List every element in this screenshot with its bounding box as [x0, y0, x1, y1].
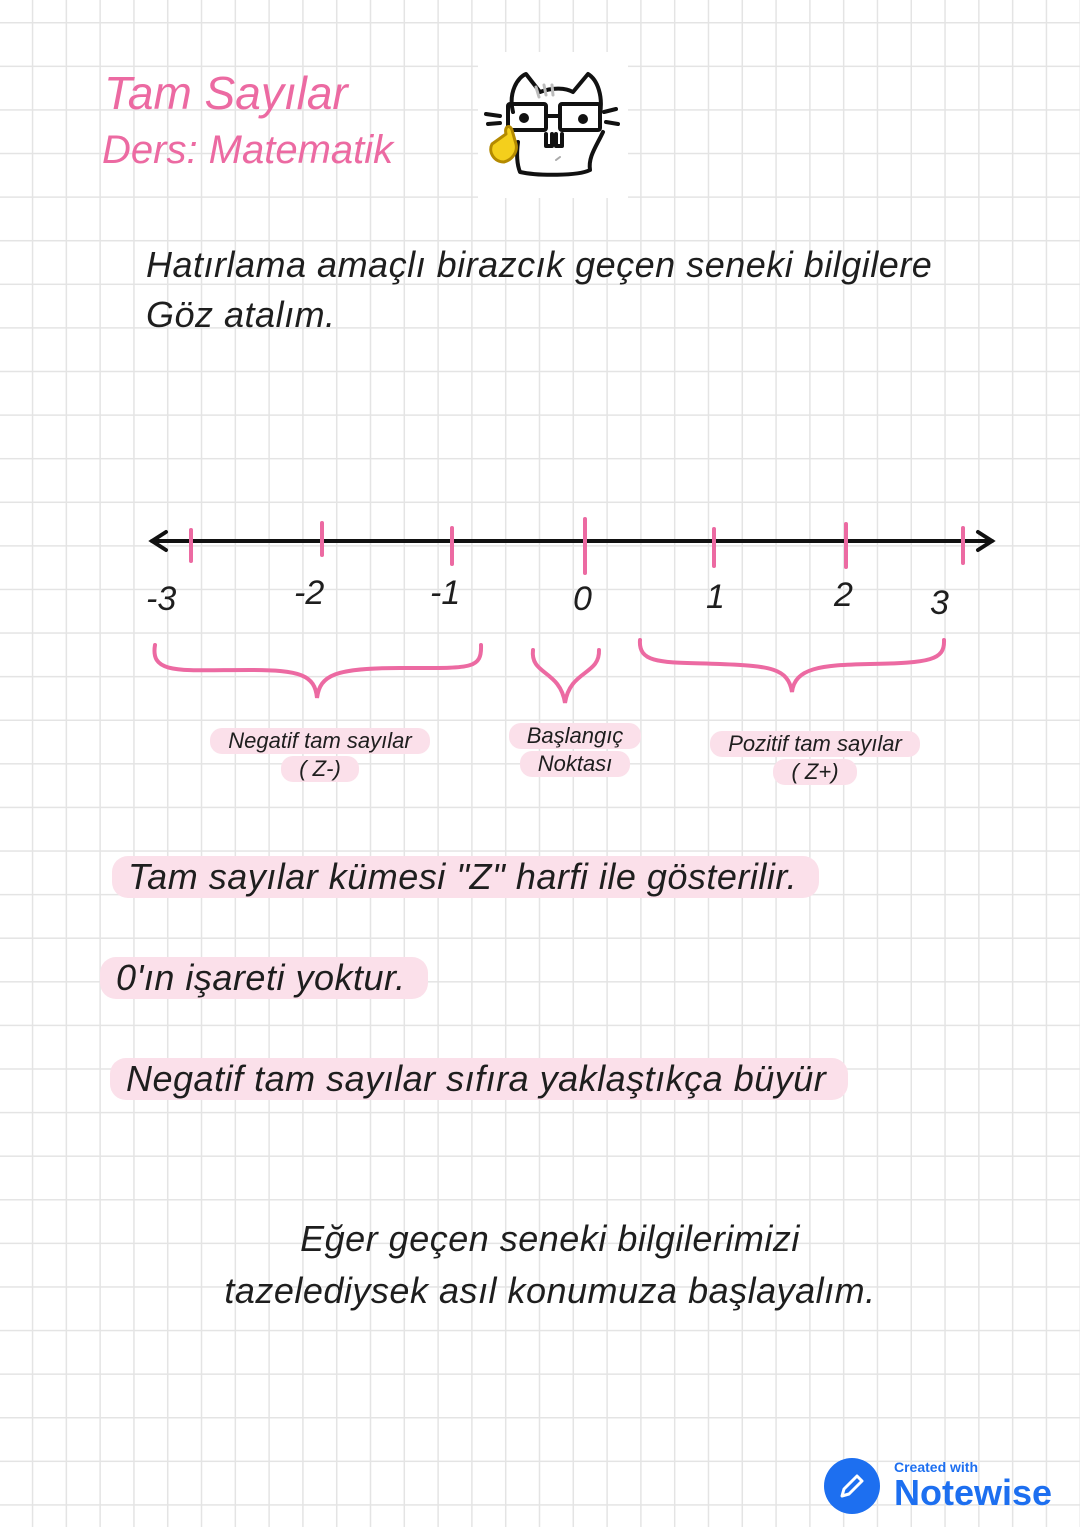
pencil-icon — [824, 1458, 880, 1514]
origin-brace — [533, 650, 599, 703]
fact-2: 0'ın işareti yoktur. — [100, 957, 428, 999]
positive-brace — [640, 640, 944, 692]
label-line: ( Z+) — [773, 759, 856, 785]
fact-1: Tam sayılar kümesi "Z" harfi ile gösterilir. — [112, 856, 819, 898]
watermark-brand: Notewise — [894, 1472, 1053, 1513]
label-line: Noktası — [520, 751, 631, 777]
intro-line-2: Göz atalım. — [146, 294, 336, 335]
tick-label: 2 — [834, 576, 853, 614]
negative-integers-label — [170, 727, 470, 783]
closing-line-2: tazelediysek asıl konumuza başlayalım. — [224, 1270, 876, 1311]
tick-label: -1 — [430, 574, 461, 612]
fact-3: Negatif tam sayılar sıfıra yaklaştıkça büyür — [110, 1058, 848, 1100]
label-line: ( Z-) — [281, 756, 359, 782]
closing-line-1: Eğer geçen seneki bilgilerimizi — [300, 1218, 800, 1259]
origin-label — [495, 722, 655, 778]
positive-integers-label — [680, 730, 950, 786]
intro-line-1: Hatırlama amaçlı birazcık geçen seneki bilgilere — [146, 244, 933, 285]
label-line: Negatif tam sayılar — [210, 728, 429, 754]
tick-label: -2 — [294, 574, 325, 612]
tick-label: 0 — [573, 580, 592, 618]
tick-label: 1 — [706, 578, 725, 616]
cat-sticker-image — [478, 52, 628, 198]
page-subtitle: Ders: Matematik — [102, 128, 394, 172]
watermark-caption: Created with — [894, 1459, 979, 1475]
label-line: Başlangıç — [509, 723, 642, 749]
notewise-watermark — [824, 1458, 1052, 1514]
tick-label: 3 — [930, 584, 949, 622]
page-title: Tam Sayılar — [104, 67, 348, 119]
negative-brace — [154, 645, 481, 698]
tick-label: -3 — [146, 580, 177, 618]
label-line: Pozitif tam sayılar — [710, 731, 920, 757]
